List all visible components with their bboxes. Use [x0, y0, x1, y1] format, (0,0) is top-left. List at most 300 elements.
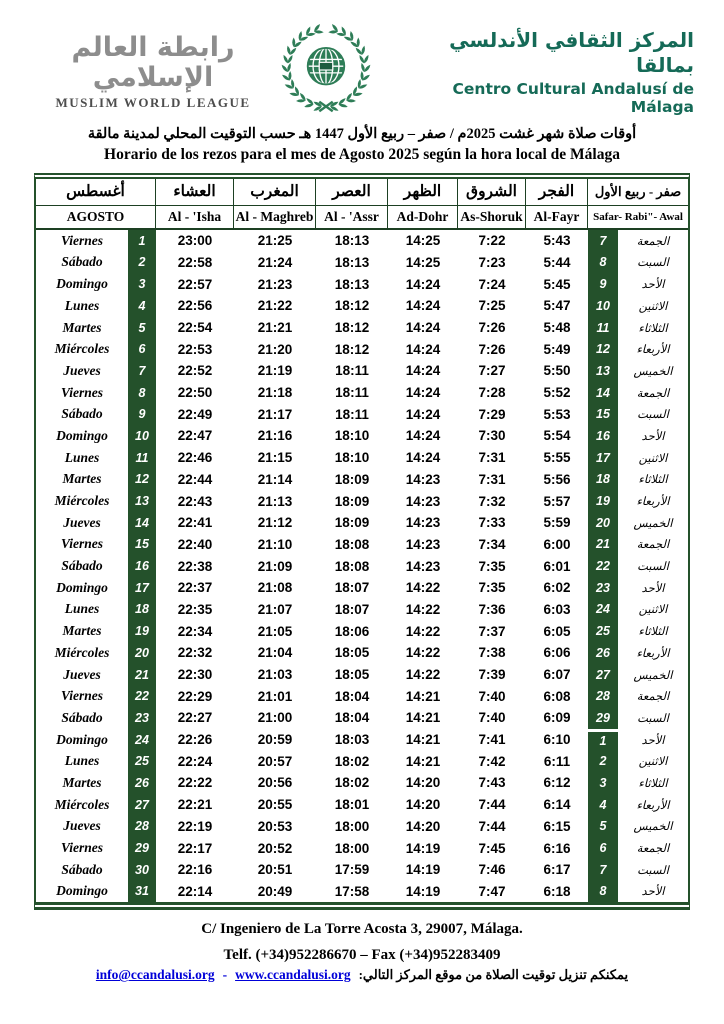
fayr-time: 5:53 [543, 406, 571, 422]
hijri-date-cell: 13 [588, 360, 618, 382]
header-fayr-latin: Al-Fayr [526, 206, 588, 228]
fayr-time: 5:54 [543, 428, 571, 444]
hijri-date-cell: 1 [588, 729, 618, 751]
fayr-time: 5:49 [543, 341, 571, 357]
hijri-date-cell: 14 [588, 382, 618, 404]
isha-time: 22:52 [177, 363, 213, 379]
gregorian-date-cell: 2 [128, 252, 156, 274]
dohr-time: 14:24 [405, 385, 441, 401]
day-name-spanish: Jueves [63, 818, 101, 834]
gregorian-date-cell: 8 [128, 382, 156, 404]
gregorian-date-cell: 10 [128, 425, 156, 447]
header-shoruk-latin: As-Shoruk [458, 206, 526, 228]
fayr-time: 5:59 [543, 515, 571, 531]
gregorian-date-cell: 31 [128, 881, 156, 903]
gregorian-date-cell: 22 [128, 685, 156, 707]
day-name-spanish: Miércoles [54, 341, 110, 357]
table-row [36, 382, 688, 404]
dohr-time: 14:24 [405, 341, 441, 357]
header-isha-latin: Al - 'Isha [156, 206, 234, 228]
gregorian-date-cell: 13 [128, 490, 156, 512]
isha-time: 22:32 [177, 645, 213, 661]
hijri-date-cell: 21 [588, 534, 618, 556]
gregorian-date-cell: 18 [128, 599, 156, 621]
isha-time: 22:30 [177, 667, 213, 683]
hijri-date-cell: 24 [588, 599, 618, 621]
assr-time: 18:11 [335, 363, 369, 379]
table-row [36, 447, 688, 469]
day-name-arabic: الجمعة [636, 843, 670, 856]
muslim-world-league-logo [48, 33, 258, 111]
isha-time: 22:40 [177, 536, 213, 552]
day-name-spanish: Sábado [61, 406, 103, 422]
dohr-time: 14:20 [405, 797, 441, 813]
isha-time: 22:16 [177, 862, 213, 878]
contact-links-line [0, 967, 724, 983]
maghreb-time: 21:09 [257, 558, 293, 574]
day-name-arabic: الاثنين [638, 452, 668, 465]
isha-time: 22:17 [177, 840, 213, 856]
dohr-time: 14:22 [405, 601, 441, 617]
header-month-latin: AGOSTO [36, 206, 156, 228]
day-name-arabic: الثلاثاء [638, 626, 668, 639]
footer [0, 921, 724, 983]
maghreb-time: 21:22 [257, 298, 293, 314]
fayr-time: 6:07 [543, 667, 571, 683]
dohr-time: 14:25 [405, 233, 441, 249]
isha-time: 22:24 [177, 753, 213, 769]
table-row [36, 620, 688, 642]
table-row [36, 469, 688, 491]
maghreb-time: 21:10 [257, 536, 293, 552]
assr-time: 18:12 [334, 320, 370, 336]
assr-time: 18:13 [334, 233, 370, 249]
table-row [36, 816, 688, 838]
isha-time: 22:43 [177, 493, 213, 509]
isha-time: 22:21 [177, 797, 213, 813]
hijri-date-cell: 20 [588, 512, 618, 534]
dohr-time: 14:23 [405, 471, 441, 487]
dohr-time: 14:23 [405, 536, 441, 552]
header-assr-arabic: العصر [316, 179, 388, 205]
shoruk-time: 7:36 [478, 601, 506, 617]
centro-cultural-andalusi-logo [424, 28, 694, 116]
header-month-arabic: أغسطس [36, 179, 156, 205]
maghreb-time: 21:13 [257, 493, 293, 509]
isha-time: 22:41 [177, 515, 213, 531]
shoruk-time: 7:31 [478, 471, 506, 487]
day-name-arabic: الاثنين [638, 300, 668, 313]
gregorian-date-cell: 29 [128, 837, 156, 859]
maghreb-time: 21:21 [257, 320, 293, 336]
day-name-spanish: Jueves [63, 514, 101, 530]
day-name-arabic: الأربعاء [636, 344, 670, 357]
dohr-time: 14:22 [405, 580, 441, 596]
table-row [36, 577, 688, 599]
assr-time: 17:59 [334, 862, 370, 878]
globe-wreath-icon [278, 22, 374, 118]
title-spanish: Horario de los rezos para el mes de Agosto 2025 según la hora local de Málaga [104, 146, 620, 164]
maghreb-time: 21:08 [257, 580, 293, 596]
table-row [36, 252, 688, 274]
isha-time: 22:58 [177, 254, 213, 270]
day-name-arabic: الثلاثاء [638, 474, 668, 487]
maghreb-time: 21:03 [257, 667, 293, 683]
maghreb-time: 21:00 [257, 710, 293, 726]
table-row [36, 664, 688, 686]
table-row [36, 881, 688, 903]
maghreb-time: 20:57 [257, 753, 293, 769]
table-row [36, 599, 688, 621]
day-name-spanish: Domingo [56, 276, 108, 292]
assr-time: 18:10 [334, 428, 370, 444]
day-name-spanish: Sábado [61, 861, 103, 877]
fayr-time: 5:57 [543, 493, 571, 509]
day-name-spanish: Martes [62, 319, 102, 335]
dohr-time: 14:20 [405, 775, 441, 791]
maghreb-time: 21:18 [257, 385, 293, 401]
table-row [36, 403, 688, 425]
shoruk-time: 7:47 [478, 883, 506, 899]
day-name-spanish: Lunes [64, 753, 100, 769]
maghreb-time: 21:24 [257, 254, 293, 270]
shoruk-time: 7:24 [478, 276, 506, 292]
dohr-time: 14:24 [405, 298, 441, 314]
dohr-time: 14:21 [405, 732, 441, 748]
fayr-time: 5:52 [543, 385, 571, 401]
table-row [36, 534, 688, 556]
day-name-arabic: السبت [637, 409, 669, 422]
assr-time: 18:04 [334, 688, 370, 704]
assr-time: 18:05 [334, 667, 370, 683]
table-row [36, 707, 688, 729]
fayr-time: 6:09 [543, 710, 571, 726]
header-dohr-arabic: الظهر [388, 179, 458, 205]
shoruk-time: 7:22 [478, 233, 506, 249]
fayr-time: 5:43 [543, 233, 571, 249]
header-assr-latin: Al - 'Assr [316, 206, 388, 228]
fayr-time: 6:17 [543, 862, 571, 878]
day-name-spanish: Martes [62, 623, 102, 639]
isha-time: 22:29 [177, 688, 213, 704]
hijri-date-cell: 9 [588, 273, 618, 295]
day-name-spanish: Viernes [60, 232, 103, 248]
table-row [36, 685, 688, 707]
day-name-arabic: الجمعة [636, 387, 670, 400]
gregorian-date-cell: 26 [128, 772, 156, 794]
header-maghreb-latin: Al - Maghreb [234, 206, 316, 228]
fayr-time: 6:10 [543, 732, 571, 748]
shoruk-time: 7:45 [478, 840, 506, 856]
day-name-arabic: الأحد [641, 582, 665, 595]
fayr-time: 6:08 [543, 688, 571, 704]
day-name-spanish: Viernes [60, 384, 103, 400]
day-name-arabic: السبت [637, 257, 669, 270]
dohr-time: 14:22 [405, 623, 441, 639]
shoruk-time: 7:34 [478, 536, 506, 552]
gregorian-date-cell: 7 [128, 360, 156, 382]
shoruk-time: 7:26 [478, 320, 506, 336]
table-row [36, 729, 688, 751]
day-name-spanish: Sábado [61, 558, 103, 574]
dohr-time: 14:23 [405, 493, 441, 509]
day-name-arabic: الجمعة [636, 235, 670, 248]
day-name-spanish: Sábado [61, 254, 103, 270]
gregorian-date-cell: 27 [128, 794, 156, 816]
dohr-time: 14:21 [405, 710, 441, 726]
maghreb-time: 20:55 [257, 797, 293, 813]
hijri-date-cell: 3 [588, 772, 618, 794]
fayr-time: 6:11 [543, 753, 571, 769]
assr-time: 18:12 [334, 341, 370, 357]
isha-time: 22:44 [177, 471, 213, 487]
shoruk-time: 7:33 [478, 515, 506, 531]
header-isha-arabic: العشاء [156, 179, 234, 205]
day-name-spanish: Viernes [60, 840, 103, 856]
timetable-body [36, 230, 688, 902]
gregorian-date-cell: 21 [128, 664, 156, 686]
table-row [36, 512, 688, 534]
day-name-spanish: Domingo [56, 883, 108, 899]
fayr-time: 5:44 [543, 254, 571, 270]
shoruk-time: 7:38 [478, 645, 506, 661]
shoruk-time: 7:44 [478, 818, 506, 834]
table-row [36, 750, 688, 772]
shoruk-time: 7:40 [478, 688, 506, 704]
cca-arabic-name: المركز الثقافي الأندلسي بمالقا [449, 28, 694, 77]
isha-time: 22:22 [177, 775, 213, 791]
shoruk-time: 7:35 [478, 558, 506, 574]
day-name-spanish: Sábado [61, 709, 103, 725]
day-name-arabic: السبت [637, 864, 669, 877]
day-name-arabic: الجمعة [636, 691, 670, 704]
isha-time: 22:56 [177, 298, 213, 314]
header-hijri-months-arabic: صفر - ربيع الأول [594, 183, 682, 199]
mwl-name-label: MUSLIM WORLD LEAGUE [55, 95, 251, 111]
dohr-time: 14:19 [405, 862, 441, 878]
day-name-spanish: Lunes [64, 297, 100, 313]
assr-time: 18:09 [334, 471, 370, 487]
download-note-arabic: يمكنكم تنزيل توقيت الصلاة من موقع المركز التالي: [358, 967, 629, 983]
gregorian-date-cell: 12 [128, 469, 156, 491]
header-maghreb-arabic: المغرب [234, 179, 316, 205]
hijri-date-cell: 4 [588, 794, 618, 816]
globe-wreath-logo [276, 22, 376, 123]
maghreb-time: 21:07 [257, 601, 293, 617]
day-name-spanish: Miércoles [54, 796, 110, 812]
phone-fax-line: Telf. (+34)952286670 – Fax (+34)952283409 [223, 947, 501, 964]
assr-time: 18:02 [334, 753, 370, 769]
table-row [36, 859, 688, 881]
hijri-date-cell: 26 [588, 642, 618, 664]
maghreb-time: 20:59 [257, 732, 293, 748]
email-link[interactable]: info@ccandalusi.org [95, 967, 215, 983]
fayr-time: 5:48 [543, 320, 571, 336]
isha-time: 22:47 [177, 428, 213, 444]
maghreb-time: 21:15 [257, 450, 293, 466]
day-name-spanish: Martes [62, 471, 102, 487]
assr-time: 18:00 [334, 818, 370, 834]
gregorian-date-cell: 30 [128, 859, 156, 881]
maghreb-time: 20:51 [257, 862, 293, 878]
day-name-arabic: الأربعاء [636, 799, 670, 812]
maghreb-time: 20:56 [257, 775, 293, 791]
dohr-time: 14:24 [405, 428, 441, 444]
day-name-spanish: Domingo [56, 731, 108, 747]
gregorian-date-cell: 11 [128, 447, 156, 469]
hijri-date-cell: 8 [588, 252, 618, 274]
fayr-time: 5:45 [543, 276, 571, 292]
maghreb-time: 21:19 [257, 363, 293, 379]
hijri-date-cell: 15 [588, 403, 618, 425]
shoruk-time: 7:42 [478, 753, 506, 769]
assr-time: 18:10 [334, 450, 370, 466]
isha-time: 22:38 [177, 558, 213, 574]
hijri-date-cell: 18 [588, 469, 618, 491]
fayr-time: 5:50 [543, 363, 571, 379]
isha-time: 22:14 [177, 883, 213, 899]
assr-time: 18:03 [334, 732, 370, 748]
shoruk-time: 7:46 [478, 862, 506, 878]
day-name-arabic: السبت [637, 712, 669, 725]
isha-time: 22:57 [177, 276, 213, 292]
isha-time: 22:46 [177, 450, 213, 466]
hijri-date-cell: 8 [588, 881, 618, 903]
dohr-time: 14:24 [405, 276, 441, 292]
maghreb-time: 21:04 [257, 645, 293, 661]
dohr-time: 14:20 [405, 818, 441, 834]
assr-time: 18:07 [334, 601, 370, 617]
gregorian-date-cell: 14 [128, 512, 156, 534]
dohr-time: 14:24 [405, 320, 441, 336]
assr-time: 18:12 [334, 298, 370, 314]
website-link[interactable]: www.ccandalusi.org [235, 967, 351, 983]
dohr-time: 14:19 [405, 883, 441, 899]
dohr-time: 14:23 [405, 515, 441, 531]
day-name-arabic: الاثنين [638, 604, 668, 617]
isha-time: 22:37 [177, 580, 213, 596]
hijri-date-cell: 6 [588, 837, 618, 859]
header-dohr-latin: Ad-Dohr [388, 206, 458, 228]
day-name-arabic: الجمعة [636, 539, 670, 552]
fayr-time: 6:03 [543, 601, 571, 617]
shoruk-time: 7:39 [478, 667, 506, 683]
fayr-time: 6:18 [543, 883, 571, 899]
table-row [36, 794, 688, 816]
day-name-arabic: الأحد [641, 734, 665, 747]
shoruk-time: 7:26 [478, 341, 506, 357]
assr-time: 18:09 [334, 493, 370, 509]
gregorian-date-cell: 23 [128, 707, 156, 729]
isha-time: 23:00 [177, 233, 213, 249]
assr-time: 18:04 [334, 710, 370, 726]
maghreb-time: 20:53 [257, 818, 293, 834]
hijri-date-cell: 11 [588, 317, 618, 339]
fayr-time: 6:02 [543, 580, 571, 596]
maghreb-time: 21:16 [257, 428, 293, 444]
dohr-time: 14:24 [405, 363, 441, 379]
assr-time: 18:07 [334, 580, 370, 596]
title-block [0, 124, 724, 166]
day-name-spanish: Domingo [56, 579, 108, 595]
day-name-arabic: الخميس [633, 669, 673, 682]
day-name-arabic: الأحد [641, 886, 665, 899]
shoruk-time: 7:40 [478, 710, 506, 726]
hijri-date-cell: 2 [588, 750, 618, 772]
fayr-time: 6:14 [543, 797, 571, 813]
table-row [36, 360, 688, 382]
maghreb-time: 21:01 [257, 688, 293, 704]
hijri-date-cell: 22 [588, 555, 618, 577]
fayr-time: 6:06 [543, 645, 571, 661]
day-name-spanish: Martes [62, 774, 102, 790]
gregorian-date-cell: 4 [128, 295, 156, 317]
maghreb-time: 21:12 [257, 515, 293, 531]
dohr-time: 14:24 [405, 406, 441, 422]
gregorian-date-cell: 9 [128, 403, 156, 425]
isha-time: 22:53 [177, 341, 213, 357]
day-name-arabic: الخميس [633, 517, 673, 530]
table-row [36, 555, 688, 577]
day-name-spanish: Viernes [60, 536, 103, 552]
prayer-timetable [34, 173, 690, 910]
day-name-arabic: الخميس [633, 365, 673, 378]
dohr-time: 14:21 [405, 688, 441, 704]
shoruk-time: 7:43 [478, 775, 506, 791]
title-arabic: أوقات صلاة شهر غشت 2025م / صفر – ربيع الأول 1447 هـ حسب التوقيت المحلي لمدينة مالقة [87, 126, 637, 142]
day-name-arabic: الأربعاء [636, 496, 670, 509]
assr-time: 18:05 [334, 645, 370, 661]
day-name-spanish: Lunes [64, 449, 100, 465]
mwl-arabic-calligraphy: رابطة العالم الإسلامي [71, 31, 235, 93]
isha-time: 22:50 [177, 385, 213, 401]
hijri-date-cell: 5 [588, 816, 618, 838]
shoruk-time: 7:30 [478, 428, 506, 444]
shoruk-time: 7:35 [478, 580, 506, 596]
maghreb-time: 21:25 [257, 233, 293, 249]
day-name-spanish: Miércoles [54, 644, 110, 660]
fayr-time: 6:16 [543, 840, 571, 856]
fayr-time: 5:56 [543, 471, 571, 487]
isha-time: 22:54 [177, 320, 213, 336]
assr-time: 18:06 [334, 623, 370, 639]
shoruk-time: 7:32 [478, 493, 506, 509]
table-row [36, 837, 688, 859]
table-row [36, 490, 688, 512]
dohr-time: 14:22 [405, 667, 441, 683]
isha-time: 22:27 [177, 710, 213, 726]
day-name-spanish: Jueves [63, 362, 101, 378]
table-row [36, 295, 688, 317]
table-row [36, 273, 688, 295]
isha-time: 22:49 [177, 406, 213, 422]
maghreb-time: 21:23 [257, 276, 293, 292]
assr-time: 18:13 [334, 276, 370, 292]
assr-time: 18:01 [334, 797, 370, 813]
day-name-arabic: الخميس [633, 821, 673, 834]
dohr-time: 14:19 [405, 840, 441, 856]
day-name-spanish: Miércoles [54, 493, 110, 509]
fayr-time: 5:55 [543, 450, 571, 466]
hijri-date-cell: 7 [588, 230, 618, 252]
fayr-time: 6:00 [543, 536, 571, 552]
day-name-arabic: السبت [637, 561, 669, 574]
header-hijri-months-latin: Safar- Rabi"- Awal [593, 210, 683, 223]
maghreb-time: 20:49 [257, 883, 293, 899]
gregorian-date-cell: 5 [128, 317, 156, 339]
dohr-time: 14:23 [405, 558, 441, 574]
fayr-time: 6:05 [543, 623, 571, 639]
